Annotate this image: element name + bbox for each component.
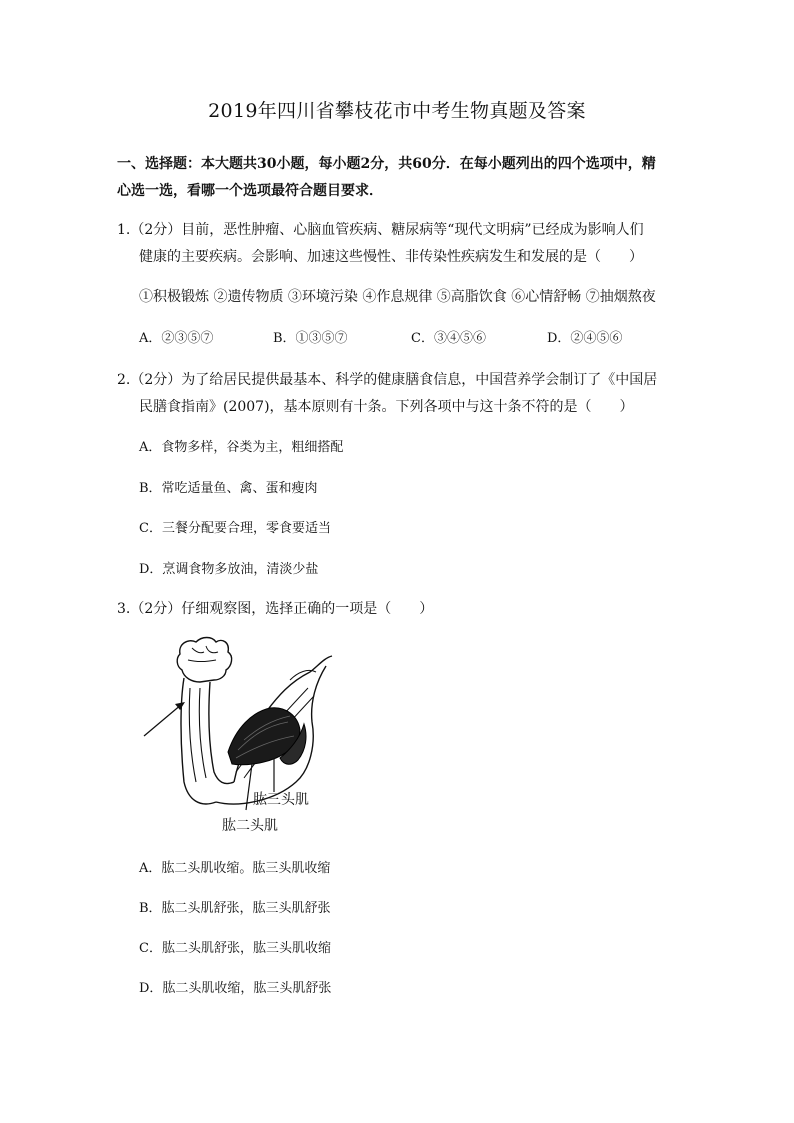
option-a: A．食物多样，谷类为主，粗细搭配 bbox=[139, 440, 344, 455]
section-heading-line2: 心选一选，看哪一个选项最符合题目要求． bbox=[117, 183, 383, 199]
option-a: A．肱二头肌收缩。肱三头肌收缩 bbox=[139, 861, 331, 876]
option-b: B．常吃适量鱼、禽、蛋和瘦肉 bbox=[139, 481, 318, 496]
page-title: 2019年四川省攀枝花市中考生物真题及答案 bbox=[208, 100, 586, 122]
section-heading-line1: 一、选择题：本大题共30小题，每小题2分，共60分．在每小题列出的四个选项中，精 bbox=[117, 156, 656, 172]
question-stem: 1.（2分）目前，恶性肿瘤、心脑血管疾病、糖尿病等“现代文明病”已经成为影响人们 bbox=[117, 222, 644, 238]
biceps-label: 肱二头肌 bbox=[222, 818, 278, 834]
question-stem: 2.（2分）为了给居民提供最基本、科学的健康膳食信息，中国营养学会制订了《中国居 bbox=[117, 372, 658, 388]
option-b: B．肱二头肌舒张，肱三头肌舒张 bbox=[139, 901, 331, 916]
numbered-items: ①积极锻炼 ②遗传物质 ③环境污染 ④作息规律 ⑤高脂饮食 ⑥心情舒畅 ⑦抽烟熬夜 bbox=[139, 289, 656, 305]
option-b: B．①③⑤⑦ bbox=[273, 331, 348, 346]
arrow-icon bbox=[144, 702, 185, 736]
option-d: D．②④⑤⑥ bbox=[547, 331, 623, 346]
option-c: C．三餐分配要合理，零食要适当 bbox=[139, 521, 331, 536]
question-stem-continued: 民膳食指南》(2007)，基本原则有十条。下列各项中与这十条不符的是（ ） bbox=[139, 399, 634, 415]
arm-muscle-figure bbox=[140, 632, 340, 832]
option-d: D．肱二头肌收缩，肱三头肌舒张 bbox=[139, 981, 332, 996]
option-c: C．③④⑤⑥ bbox=[411, 331, 486, 346]
triceps-label: 肱三头肌 bbox=[253, 792, 309, 808]
question-stem: 3.（2分）仔细观察图，选择正确的一项是（ ） bbox=[117, 601, 434, 617]
question-stem-continued: 健康的主要疾病。会影响、加速这些慢性、非传染性疾病发生和发展的是（ ） bbox=[139, 249, 643, 265]
option-a: A．②③⑤⑦ bbox=[139, 331, 214, 346]
option-c: C．肱二头肌舒张，肱三头肌收缩 bbox=[139, 941, 331, 956]
option-d: D．烹调食物多放油，清淡少盐 bbox=[139, 562, 319, 577]
